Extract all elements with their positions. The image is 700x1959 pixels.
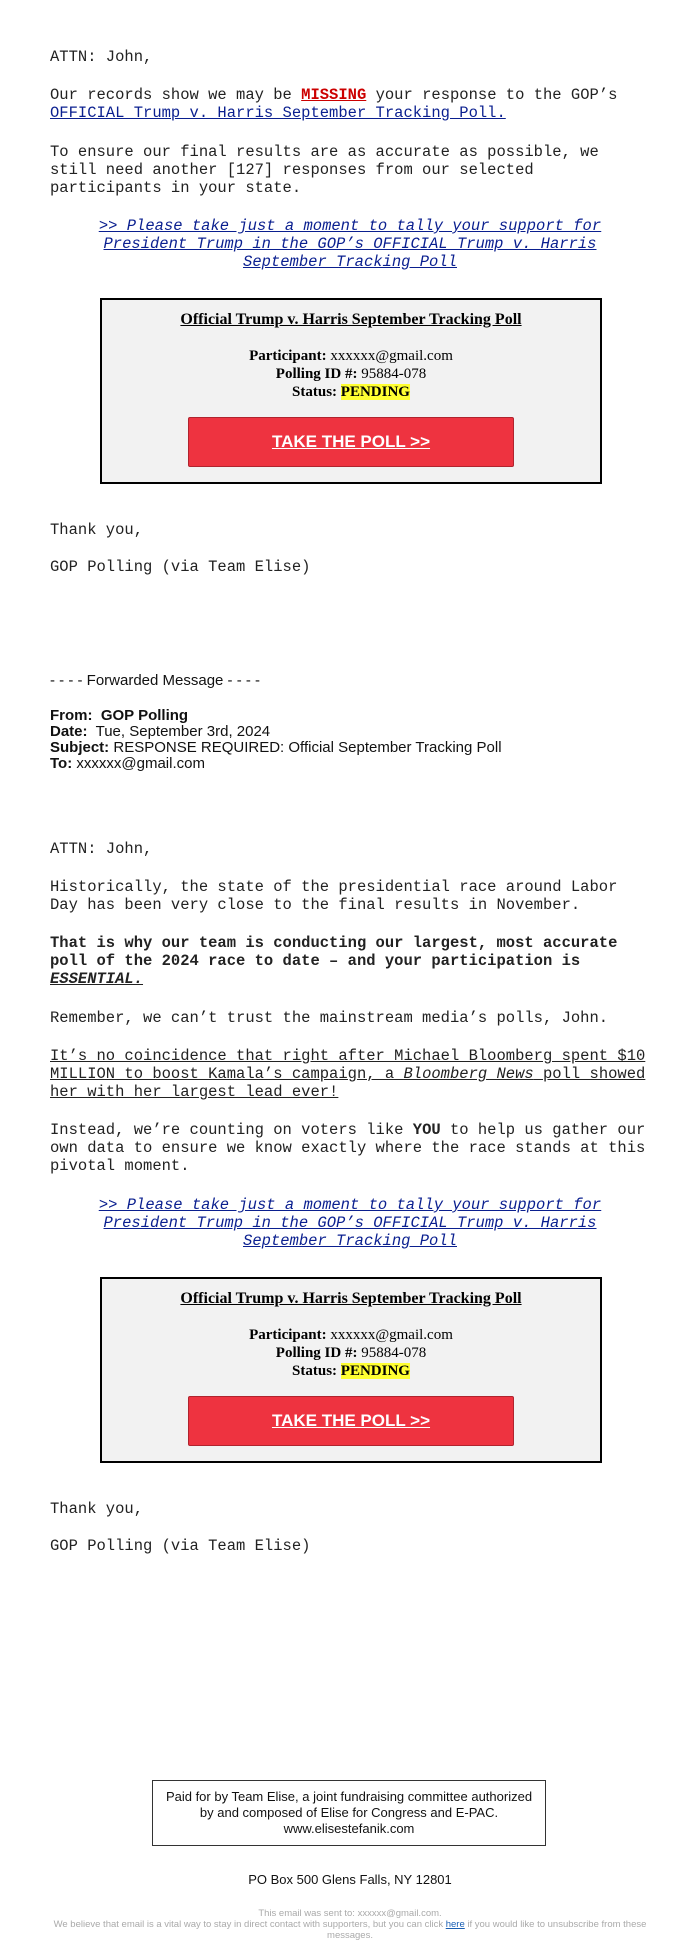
unsubscribe-notice (50, 1919, 650, 1941)
forward-meta (50, 708, 650, 772)
to-label: To: (50, 755, 73, 772)
paragraph-counting-on-you (50, 1121, 650, 1175)
p5-text-after: to help us gather our own data to ensure we know exactly where the race stands at this pivotal moment. (50, 1121, 646, 1175)
poll-card (100, 298, 602, 484)
polling-id-row-2 (102, 1344, 600, 1362)
subject-label: Subject: (50, 739, 110, 756)
poll-card-2 (100, 1277, 602, 1463)
official-poll-link[interactable]: OFFICIAL Trump v. Harris September Tracking Poll. (50, 104, 506, 122)
p4-text-before: It’s no coincidence that right after Michael Bloomberg spent $10 MILLION to boost Kamala’s campaign, a (50, 1047, 646, 1083)
signature: GOP Polling (via Team Elise) (50, 558, 311, 576)
participant-value-2: xxxxxx@gmail.com (330, 1327, 453, 1343)
subject-row (50, 740, 650, 756)
tally-support-link-text[interactable]: >> Please take just a moment to tally your support for President Trump in the GOP’s OFFICIAL Trump v. Harris September Tracking Poll (98, 217, 602, 271)
participant-value: xxxxxx@gmail.com (330, 348, 453, 364)
poll-card-2-details (102, 1326, 600, 1380)
polling-id-row (102, 365, 600, 383)
participant-row (102, 347, 600, 365)
greeting-2: ATTN: John, (50, 840, 153, 858)
thanks: Thank you, (50, 521, 144, 539)
from-label: From: (50, 707, 93, 724)
subject-value: RESPONSE REQUIRED: Official September Tracking Poll (113, 739, 502, 756)
participant-label: Participant: (249, 348, 327, 364)
greeting: ATTN: John, (50, 48, 153, 66)
thanks-2: Thank you, (50, 1500, 144, 1518)
paragraph-bloomberg (50, 1047, 650, 1101)
to-value: xxxxxx@gmail.com (76, 755, 205, 772)
tally-support-link[interactable] (80, 217, 620, 271)
tally-support-link-2-text[interactable]: >> Please take just a moment to tally your support for President Trump in the GOP’s OFFICIAL Trump v. Harris September Tracking Poll (98, 1196, 602, 1250)
unsub-text-before: We believe that email is a vital way to stay in direct contact with supporters, but you can click (53, 1919, 446, 1930)
polling-id-label-2: Polling ID #: (275, 1345, 358, 1361)
poll-card-2-title: Official Trump v. Harris September Tracking Poll (180, 1290, 522, 1307)
unsubscribe-link[interactable]: here (445, 1919, 465, 1930)
paid-for-disclaimer: Paid for by Team Elise, a joint fundraising committee authorized by and composed of Elise for Congress and E-PAC. www.elisestefanik.com (152, 1780, 546, 1846)
polling-id-value-2: 95884-078 (361, 1345, 427, 1361)
polling-id-value: 95884-078 (361, 366, 427, 382)
signature-2: GOP Polling (via Team Elise) (50, 1537, 311, 1555)
paragraph-historically: Historically, the state of the presidential race around Labor Day has been very close to the final results in November. (50, 878, 618, 914)
paragraph-responses-needed: To ensure our final results are as accurate as possible, we still need another [127] responses from our selected participants in your state. (50, 143, 599, 197)
participant-label-2: Participant: (249, 1327, 327, 1343)
mailing-address: PO Box 500 Glens Falls, NY 12801 (248, 1872, 452, 1887)
p1-text-before: Our records show we may be (50, 86, 302, 104)
status-label: Status: (292, 384, 338, 400)
date-label: Date: (50, 723, 88, 740)
sent-to-notice: This email was sent to: xxxxxx@gmail.com. (258, 1908, 442, 1919)
bloomberg-news-italic: Bloomberg News (403, 1065, 534, 1083)
you-emphasis: YOU (412, 1121, 441, 1139)
paragraph-missing-response (50, 86, 650, 122)
participant-row-2 (102, 1326, 600, 1344)
paragraph-mainstream-media: Remember, we can’t trust the mainstream media’s polls, John. (50, 1009, 609, 1027)
from-row (50, 708, 650, 724)
status-badge: PENDING (340, 384, 410, 400)
status-row-2 (102, 1362, 600, 1380)
status-label-2: Status: (292, 1363, 338, 1379)
p4-text-after: poll showed her with her largest lead ever! (50, 1065, 646, 1101)
take-poll-button-2[interactable]: TAKE THE POLL >> (188, 1396, 514, 1446)
missing-highlight: MISSING (301, 86, 367, 104)
date-row (50, 724, 650, 740)
essential-emphasis: ESSENTIAL. (50, 970, 144, 988)
paragraph-largest-poll (50, 934, 650, 988)
unsub-text-after: if you would like to unsubscribe from these messages. (327, 1919, 647, 1941)
to-row (50, 756, 650, 772)
p2-text: That is why our team is conducting our largest, most accurate poll of the 2024 race to date – and your participation is (50, 934, 618, 970)
status-row (102, 383, 600, 401)
poll-card-title: Official Trump v. Harris September Tracking Poll (180, 311, 522, 328)
tally-support-link-2[interactable] (80, 1196, 620, 1250)
forwarded-message-header: - - - - Forwarded Message - - - - (50, 672, 261, 689)
polling-id-label: Polling ID #: (275, 366, 358, 382)
date-value: Tue, September 3rd, 2024 (95, 723, 271, 740)
p1-text-after: your response to the GOP’s (366, 86, 618, 104)
from-value: GOP Polling (100, 707, 189, 724)
p5-text-before: Instead, we’re counting on voters like (50, 1121, 413, 1139)
status-badge-2: PENDING (340, 1363, 410, 1379)
poll-card-details (102, 347, 600, 401)
take-poll-button[interactable]: TAKE THE POLL >> (188, 417, 514, 467)
